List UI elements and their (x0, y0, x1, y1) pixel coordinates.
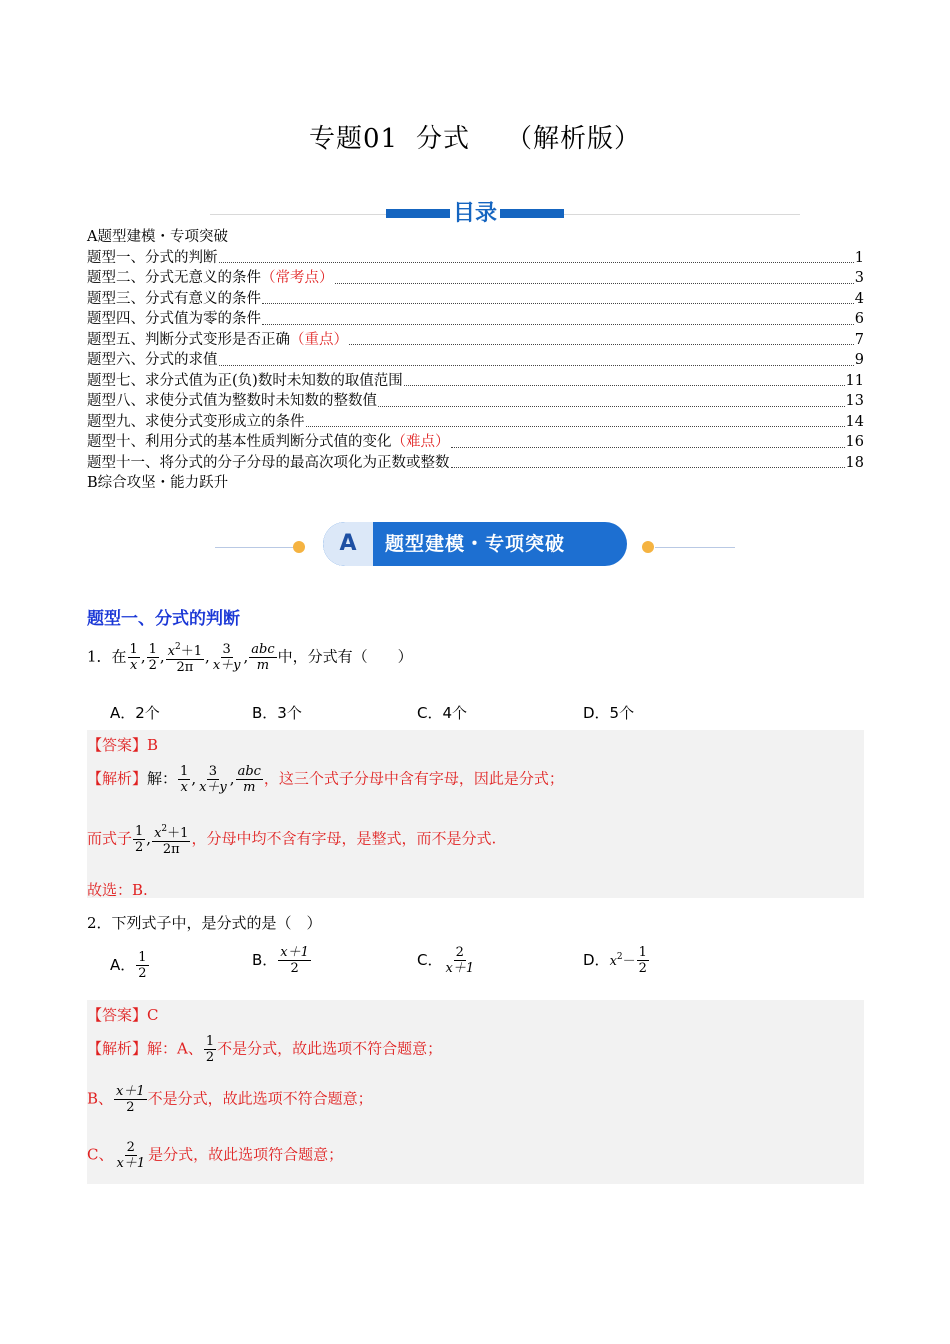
toc-item-page: 3 (854, 270, 864, 286)
analysis-text: 不是分式，故此选项不符合题意； (147, 1089, 373, 1108)
num: 1 (138, 950, 147, 965)
den: 2π (162, 842, 180, 857)
frac-3-over-xy (197, 764, 229, 795)
den: 2 (135, 840, 144, 855)
analysis-tag: 【解析】 (87, 769, 148, 788)
frac-1-over-2 (637, 945, 649, 976)
answer-tag: 【答案】B (87, 736, 159, 754)
toc-item-label: 题型五、判断分式变形是否正确 (87, 331, 290, 348)
section-heading: 题型一、分式的判断 (87, 609, 240, 629)
frac-abc-over-m (236, 764, 263, 795)
toc-item[interactable] (87, 391, 864, 412)
den: x＋1 (116, 1156, 146, 1171)
toc-item[interactable] (87, 412, 864, 433)
q2-option-b[interactable] (252, 945, 312, 976)
analysis-prefix: B、 (87, 1089, 114, 1108)
table-of-contents (87, 227, 864, 494)
q1-suffix: 中，分式有（ ） (277, 647, 413, 666)
toc-item-page: 7 (854, 331, 864, 348)
toc-item[interactable] (87, 453, 864, 474)
den: x＋y (212, 658, 241, 673)
toc-item-label: 题型二、分式无意义的条件 (87, 270, 261, 286)
toc-item-page: 13 (845, 393, 864, 409)
comma: , (205, 647, 210, 666)
toc-item-label: 题型七、求分式值为正(负)数时未知数的取值范围 (87, 372, 403, 389)
q1-prefix: 1．在 (87, 647, 127, 666)
num-x: x (154, 826, 162, 841)
frac-1-over-x (178, 764, 190, 795)
toc-item[interactable] (87, 248, 864, 269)
num: x＋1 (116, 1084, 145, 1099)
q2-option-c[interactable] (417, 945, 477, 976)
toc-item-note: （重点） (290, 331, 348, 348)
toc-item[interactable] (87, 268, 864, 289)
comma: , (159, 647, 165, 666)
num-sup: 2 (175, 642, 181, 652)
q2-analysis-b (87, 1084, 373, 1115)
question-2-stem: 2．下列式子中，是分式的是（ ） (87, 914, 322, 932)
sup: 2 (616, 952, 623, 962)
comma: , (243, 647, 249, 666)
toc-item[interactable] (87, 309, 864, 330)
q2-option-d[interactable] (583, 945, 650, 976)
q1-analysis-2 (87, 822, 496, 857)
answer-tag: 【答案】C (87, 1006, 159, 1024)
comma: , (229, 769, 235, 788)
analysis-prefix: 而式子 (87, 829, 133, 848)
toc-section-b[interactable]: B综合攻坚・能力跃升 (87, 475, 229, 491)
den: 2 (205, 1050, 215, 1065)
toc-item-page: 6 (854, 311, 864, 327)
toc-item-label: 题型一、分式的判断 (87, 249, 218, 266)
comma: , (191, 769, 197, 788)
var-x: x (609, 954, 617, 969)
frac-x2p1-over-2pi (166, 640, 204, 675)
analysis-text: ，分母中均不含有字母，是整式，而不是分式. (191, 829, 497, 848)
num: 1 (129, 642, 138, 657)
den: m (243, 780, 256, 795)
toc-leader-dots (451, 447, 845, 448)
analysis-tag: 【解析】 (87, 1039, 148, 1058)
num: 2 (455, 945, 464, 960)
toc-leader-dots (451, 467, 845, 468)
toc-bar-left (386, 209, 450, 218)
toc-item-page: 1 (854, 249, 864, 266)
toc-item-page: 14 (845, 413, 864, 430)
q2-option-a[interactable] (110, 950, 150, 981)
q1-option-c[interactable]: C．4个 (417, 704, 468, 722)
analysis-start: 解： (147, 769, 178, 788)
frac-abc-over-m (249, 642, 276, 673)
den: 2π (176, 660, 194, 675)
toc-bar-right (500, 209, 564, 218)
den: 2 (290, 961, 299, 976)
num-sup: 2 (161, 824, 168, 834)
toc-leader-dots (262, 303, 854, 304)
toc-item[interactable] (87, 330, 864, 351)
q2-analysis-c (87, 1140, 343, 1171)
frac-2-over-xp1 (443, 945, 476, 976)
frac-1-over-2 (147, 642, 159, 673)
toc-item-page: 11 (845, 372, 864, 389)
den: 2 (148, 658, 157, 673)
toc-item[interactable] (87, 289, 864, 310)
toc-item-page: 18 (845, 454, 864, 471)
frac-x2p1-over-2pi (152, 822, 190, 857)
toc-item-note: （常考点） (261, 270, 334, 286)
analysis-prefix: 解：A、 (147, 1039, 203, 1058)
num: abc (251, 642, 275, 657)
toc-leader-dots (335, 283, 854, 284)
option-label: D． (583, 951, 610, 969)
toc-item-label: 题型四、分式值为零的条件 (87, 311, 261, 327)
num: 2 (126, 1140, 135, 1155)
analysis-text: 不是分式，故此选项不符合题意； (217, 1039, 443, 1058)
q2-answer (87, 1004, 158, 1025)
option-label: C． (417, 951, 443, 969)
toc-item[interactable] (87, 350, 864, 371)
den: 2 (638, 961, 647, 976)
banner-line-left (215, 547, 295, 548)
den: x (180, 780, 188, 795)
num-plus: ＋1 (180, 644, 203, 659)
q1-option-d[interactable]: D．5个 (583, 704, 635, 722)
toc-leader-dots (262, 324, 854, 325)
num: 1 (135, 824, 144, 839)
banner-dot-right (642, 541, 654, 553)
den: x＋y (199, 780, 227, 795)
toc-section-a[interactable]: A题型建模・专项突破 (87, 229, 228, 245)
question-1-stem (87, 640, 413, 675)
num: 1 (205, 1034, 215, 1049)
q1-answer-box (87, 730, 864, 898)
num-plus: ＋1 (167, 826, 189, 841)
q2-analysis-a (87, 1034, 442, 1065)
q1-analysis-1 (87, 764, 564, 795)
banner-dot-left (293, 541, 305, 553)
frac-2-over-xp1 (114, 1140, 147, 1171)
toc-leader-dots (349, 344, 854, 345)
frac-xp1-over-2 (114, 1084, 147, 1115)
den: 2 (138, 966, 147, 981)
toc-leader-dots (306, 426, 845, 427)
frac-1-over-x (128, 642, 140, 673)
title-suffix: （解析版） (506, 124, 642, 154)
page-title (0, 118, 950, 155)
toc-heading: 目录 (450, 196, 500, 227)
toc-item-note: （难点） (391, 434, 450, 450)
toc-leader-dots (378, 406, 845, 407)
den: x (130, 658, 138, 673)
den: m (256, 658, 270, 673)
analysis-text: 是分式，故此选项符合题意； (148, 1145, 344, 1164)
num: 1 (180, 764, 189, 779)
analysis-prefix: C、 (87, 1145, 114, 1164)
toc-item[interactable] (87, 432, 864, 453)
toc-item-label: 题型十一、将分式的分子分母的最高次项化为正数或整数 (87, 454, 450, 471)
banner-text: 题型建模・专项突破 (385, 533, 566, 555)
toc-item-label: 题型三、分式有意义的条件 (87, 290, 261, 307)
minus: － (622, 954, 636, 969)
section-a-banner (215, 518, 735, 570)
num: 1 (638, 945, 647, 960)
q1-option-b[interactable]: B．3个 (252, 704, 302, 722)
comma: , (146, 829, 152, 848)
frac-xp1-over-2 (278, 945, 311, 976)
num: x＋1 (280, 945, 309, 960)
banner-pill (323, 522, 627, 566)
frac-1-over-2 (136, 950, 148, 981)
den: 2 (126, 1100, 135, 1115)
option-label: B． (252, 951, 278, 969)
num: 1 (148, 642, 157, 657)
num-x: x (167, 644, 176, 659)
frac-3-over-xy (211, 642, 243, 673)
analysis-text: ，这三个式子分母中含有字母，因此是分式； (263, 769, 564, 788)
toc-item-label: 题型八、求使分式值为整数时未知数的整数值 (87, 393, 377, 409)
num: 3 (222, 642, 231, 657)
toc-item-label: 题型九、求使分式变形成立的条件 (87, 413, 305, 430)
toc-item-page: 4 (854, 290, 864, 307)
banner-letter: A (323, 522, 373, 566)
toc-item-page: 9 (854, 352, 864, 368)
q1-conclusion: 故选：B. (87, 881, 148, 899)
q1-answer (87, 734, 158, 755)
option-label: A． (110, 956, 136, 974)
toc-leader-dots (219, 262, 854, 263)
comma: , (140, 647, 146, 666)
toc-leader-dots (404, 385, 845, 386)
q1-option-a[interactable]: A．2个 (110, 704, 160, 722)
toc-leader-dots (219, 365, 854, 366)
num: abc (237, 764, 261, 779)
num: 3 (208, 764, 218, 779)
toc-item-page: 16 (845, 434, 864, 450)
frac-1-over-2 (204, 1034, 216, 1065)
banner-line-right (655, 547, 735, 548)
den: x＋1 (445, 961, 475, 976)
frac-1-over-2 (133, 824, 145, 855)
toc-item[interactable] (87, 371, 864, 392)
title-sub: 分式 (416, 124, 471, 154)
toc-item-label: 题型六、分式的求值 (87, 352, 218, 368)
title-main: 专题01 (308, 124, 399, 154)
toc-item-label: 题型十、利用分式的基本性质判断分式值的变化 (87, 434, 392, 450)
